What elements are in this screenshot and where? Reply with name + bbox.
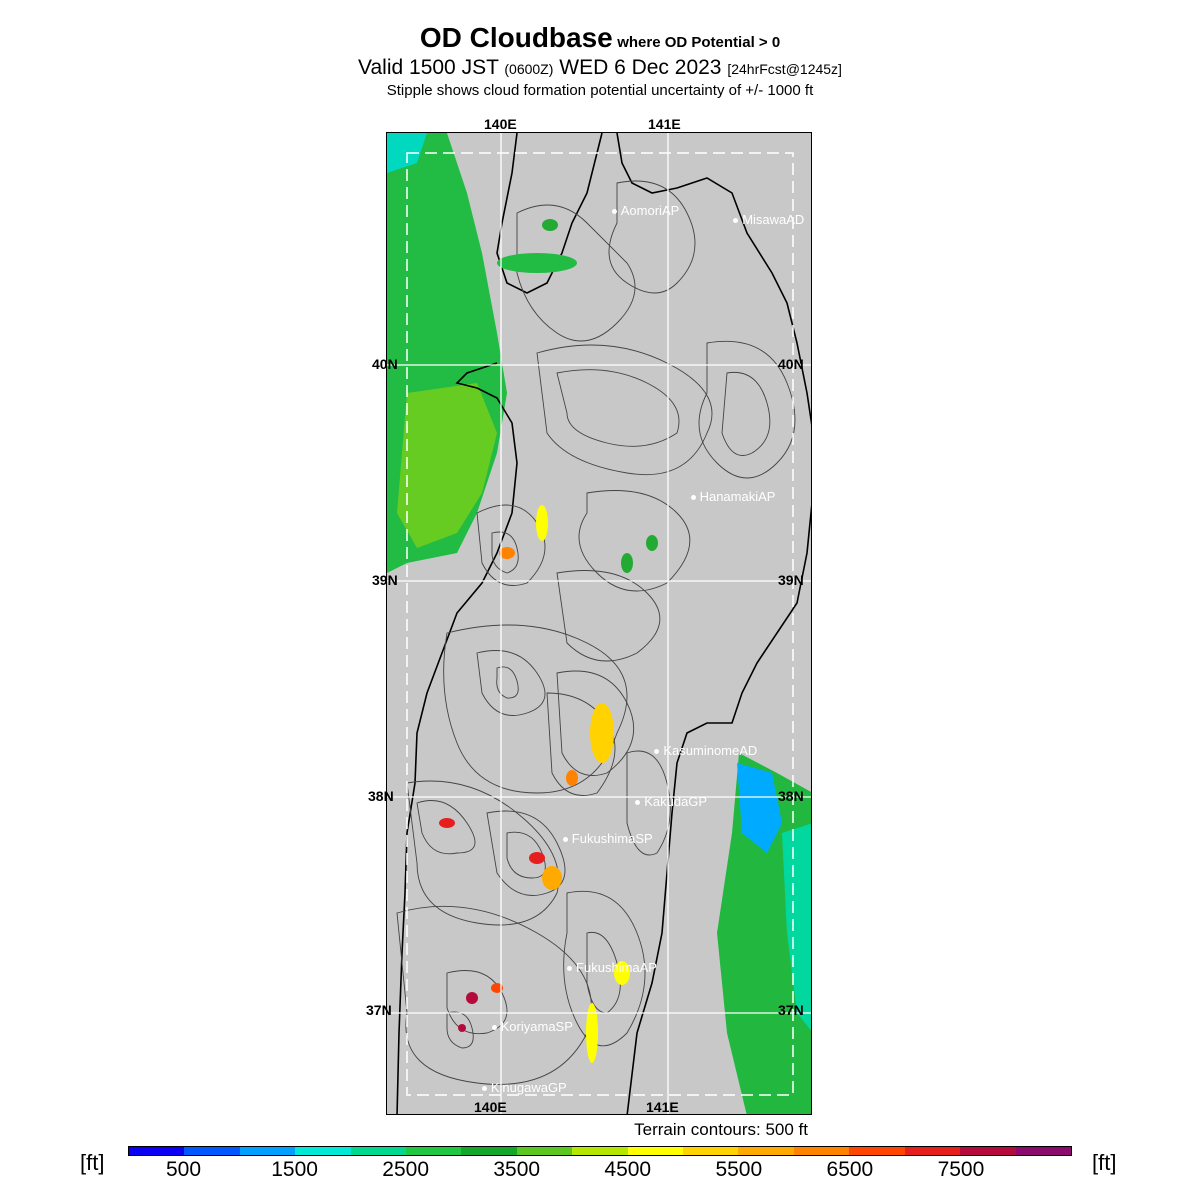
color-bar-tick-label: 3500 [493, 1158, 541, 1181]
lat-label-right-37: 37N [778, 1002, 804, 1018]
color-bar-segment [184, 1147, 239, 1155]
lon-label-bottom-141: 141E [646, 1099, 679, 1115]
place-marker [492, 1019, 573, 1034]
valid-utc: (0600Z) [504, 61, 554, 77]
legend-unit-left: [ft] [80, 1150, 105, 1175]
color-bar-segment [1016, 1147, 1071, 1155]
place-marker [612, 203, 680, 218]
color-bar-segment [738, 1147, 793, 1155]
color-bar [128, 1146, 1072, 1156]
lat-label-left-40: 40N [372, 356, 398, 372]
color-bar-segment [461, 1147, 516, 1155]
place-marker [635, 794, 707, 809]
place-dot-icon [492, 1025, 497, 1030]
valid-date: WED 6 Dec 2023 [559, 56, 722, 79]
color-bar-segment [572, 1147, 627, 1155]
place-dot-icon [612, 209, 617, 214]
color-bar-tick-label: 500 [165, 1158, 202, 1181]
place-dot-icon [635, 800, 640, 805]
place-label: MisawaAD [742, 211, 805, 227]
color-bar-segment [240, 1147, 295, 1155]
place-marker [567, 960, 657, 975]
lon-label-bottom-140: 140E [474, 1099, 507, 1115]
place-label: AomoriAP [620, 202, 680, 218]
place-label: KasuminomeAD [663, 743, 758, 759]
place-label: KoriyamaSP [500, 1018, 573, 1034]
lat-label-right-39: 39N [778, 572, 804, 588]
color-bar-segment [351, 1147, 406, 1155]
place-label: KinugawaGP [490, 1079, 567, 1095]
place-dot-icon [567, 966, 572, 971]
color-bar-tick-label: 1500 [271, 1158, 318, 1181]
color-bar-tick-label: 6500 [826, 1158, 874, 1181]
color-bar-segment [794, 1147, 849, 1155]
title-main: OD Cloudbase [419, 22, 613, 53]
lat-label-right-38: 38N [778, 788, 804, 804]
color-bar-segment [406, 1147, 461, 1155]
forecast-label: [24hrFcst@1245z] [727, 61, 842, 77]
place-label: FukushimaAP [576, 959, 657, 975]
place-dot-icon [563, 837, 568, 842]
color-bar-segment [960, 1147, 1015, 1155]
chart-title [0, 22, 1200, 54]
place-marker [563, 831, 653, 846]
lat-label-left-37: 37N [366, 1002, 392, 1018]
title-qualifier: where OD Potential > 0 [617, 34, 781, 51]
place-label: FukushimaSP [571, 830, 653, 846]
place-dot-icon [482, 1086, 487, 1091]
color-bar-segment [849, 1147, 904, 1155]
place-dot-icon [654, 749, 659, 754]
subtitle: Stipple shows cloud formation potential uncertainty of +/- 1000 ft [386, 82, 814, 99]
color-bar-tick-label: 4500 [604, 1158, 652, 1181]
place-marker [654, 743, 757, 758]
color-bar-tick-label: 5500 [715, 1158, 763, 1181]
valid-time [0, 56, 1200, 80]
color-bar-tick-label: 2500 [382, 1158, 429, 1181]
terrain-contours-note: Terrain contours: 500 ft [634, 1120, 808, 1139]
color-bar-tick-label: 7500 [937, 1158, 985, 1181]
place-dot-icon [733, 218, 738, 223]
color-bar-segment [628, 1147, 683, 1155]
color-bar-segment [905, 1147, 960, 1155]
lat-label-left-39: 39N [372, 572, 398, 588]
legend-unit-right: [ft] [1092, 1150, 1117, 1175]
place-marker [691, 489, 776, 504]
color-bar-segment [517, 1147, 572, 1155]
color-bar-segment [295, 1147, 350, 1155]
valid-prefix: Valid 1500 JST [358, 56, 499, 79]
place-label: KakudaGP [644, 793, 708, 809]
place-marker [733, 212, 804, 227]
place-dot-icon [691, 495, 696, 500]
lat-label-left-38: 38N [368, 788, 394, 804]
color-bar-segment [129, 1147, 184, 1155]
lon-label-top-140: 140E [484, 116, 517, 132]
place-label: HanamakiAP [699, 488, 776, 504]
lat-label-right-40: 40N [778, 356, 804, 372]
place-marker [482, 1080, 567, 1095]
color-bar-segment [683, 1147, 738, 1155]
lon-label-top-141: 141E [648, 116, 681, 132]
place-markers [386, 132, 812, 1115]
